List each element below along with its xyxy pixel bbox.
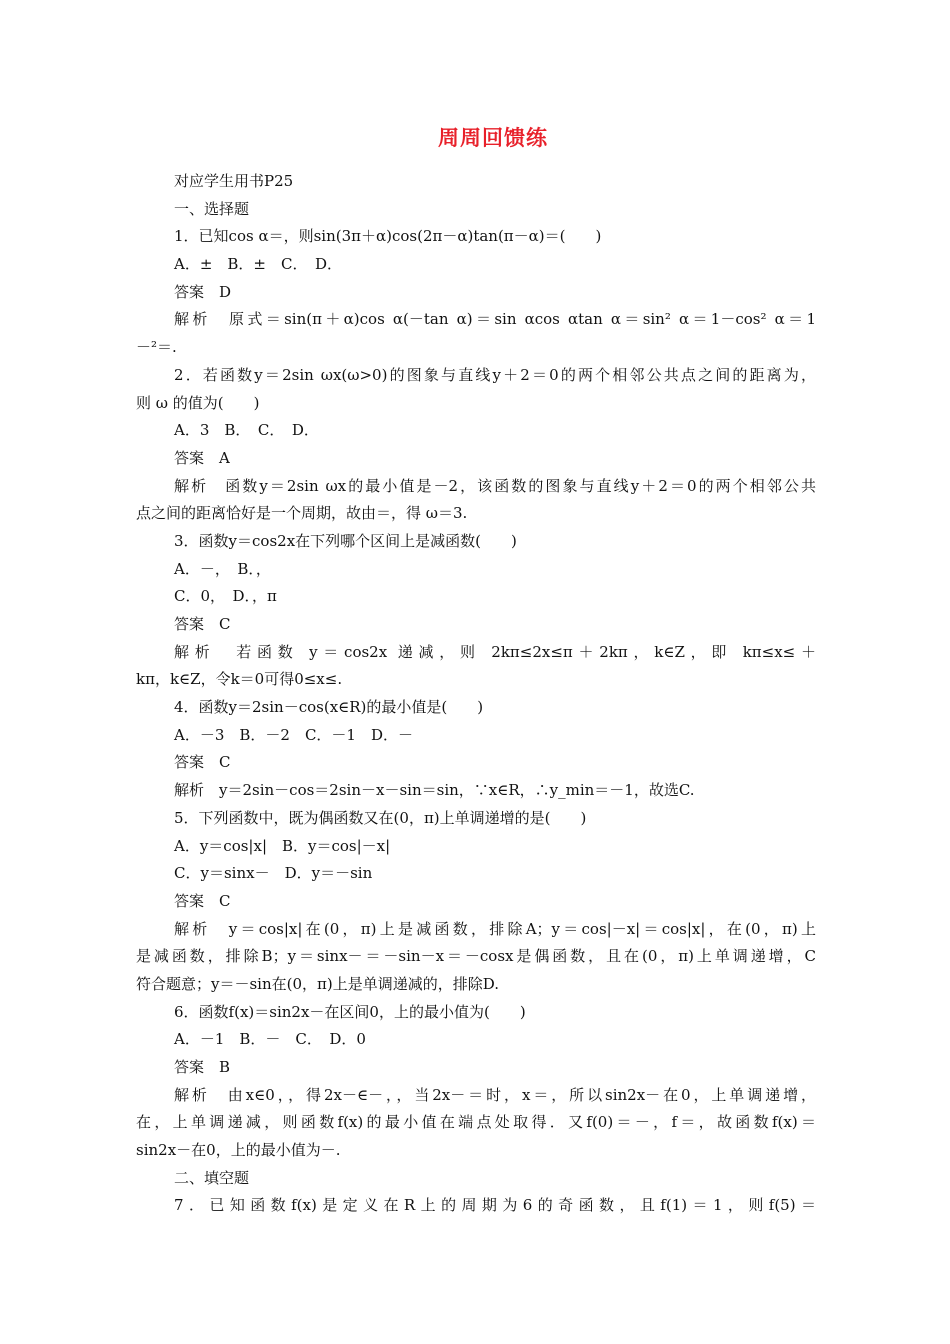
- text-line: 则 ω 的值为( ): [136, 393, 260, 412]
- text-line: A．3 B． C． D．: [174, 421, 319, 440]
- text-line: C．y＝sinx－ D．y＝－sin: [174, 864, 373, 883]
- text-line: 答案 D: [174, 282, 232, 301]
- text-line: A．± B．± C． D．: [174, 255, 342, 274]
- text-line: 二、填空题: [174, 1168, 250, 1187]
- text-line: 一、选择题: [174, 199, 250, 218]
- text-line: 答案 C: [174, 753, 231, 772]
- text-line: sin2x－在0，上的最小值为－.: [136, 1141, 341, 1160]
- text-line: 解析 函数y＝2sin ωx的最小值是－2，该函数的图象与直线y＋2＝0的两个相邻公共: [174, 476, 816, 495]
- text-line: －²＝.: [136, 338, 177, 357]
- text-line: 符合题意；y＝－sin在(0，π)上是单调递减的，排除D.: [136, 974, 499, 993]
- text-line: 解析 若函数 y＝cos2x 递减，则 2kπ≤2x≤π＋2kπ，k∈Z，即 kπ≤x≤＋: [174, 642, 816, 661]
- text-line: 是减函数，排除B；y＝sinx－＝－sin－x＝－cosx是偶函数，且在(0，π)上单调递增，C: [136, 947, 816, 966]
- text-line: 对应学生用书P25: [174, 172, 294, 190]
- text-line: 2．若函数y＝2sin ωx(ω>0)的图象与直线y＋2＝0的两个相邻公共点之间的距离为，: [174, 365, 816, 384]
- text-line: 3．函数y＝cos2x在下列哪个区间上是减函数( ): [174, 531, 517, 550]
- text-line: 点之间的距离恰好是一个周期，故由＝，得 ω＝3.: [136, 504, 468, 523]
- text-line: 答案 A: [174, 448, 230, 467]
- text-line: 答案 B: [174, 1058, 231, 1076]
- text-line: 解析 y＝2sin－cos＝2sin－x－sin＝sin，∵x∈R，∴y_min＝－1，故选C.: [174, 781, 695, 800]
- page-title: 周周回馈练: [438, 125, 548, 150]
- text-line: 解析 由x∈0，，得2x－∈－，，当2x－＝时，x＝，所以sin2x－在0，上单调递增，: [174, 1085, 816, 1104]
- text-line: A．－， B．，: [174, 559, 271, 578]
- document-body: [136, 168, 816, 1220]
- text-line: 6．函数f(x)＝sin2x－在区间0，上的最小值为( ): [174, 1002, 526, 1021]
- text-line: 答案 C: [174, 615, 231, 633]
- text-line: 4．函数y＝2sin－cos(x∈R)的最小值是( ): [174, 698, 484, 717]
- text-line: kπ，k∈Z，令k＝0可得0≤x≤.: [136, 670, 343, 689]
- text-line: 7．已知函数f(x)是定义在R上的周期为6的奇函数，且f(1)＝1，则f(5)＝: [174, 1196, 816, 1215]
- text-line: A．－1 B．－ C． D．0: [174, 1030, 366, 1049]
- text-line: 1．已知cos α＝，则sin(3π＋α)cos(2π－α)tan(π－α)＝( ): [174, 227, 602, 246]
- text-line: C．0， D．，π: [174, 587, 277, 606]
- text-line: 解析 原式＝sin(π＋α)cos α(－tan α)＝sin αcos αtan α＝sin² α＝1－cos² α＝1: [174, 310, 816, 329]
- text-line: 答案 C: [174, 891, 231, 910]
- text-line: 5．下列函数中，既为偶函数又在(0，π)上单调递增的是( ): [174, 808, 587, 827]
- text-line: A．y＝cos|x| B．y＝cos|－x|: [174, 836, 391, 855]
- text-line: A．－3 B．－2 C．－1 D．－: [174, 725, 413, 744]
- text-line: 在，上单调递减，则函数f(x)的最小值在端点处取得．又f(0)＝－，f＝，故函数f(x)＝: [136, 1113, 816, 1132]
- text-line: 解析 y＝cos|x|在(0，π)上是减函数，排除A；y＝cos|－x|＝cos|x|，在(0，π)上: [174, 919, 816, 938]
